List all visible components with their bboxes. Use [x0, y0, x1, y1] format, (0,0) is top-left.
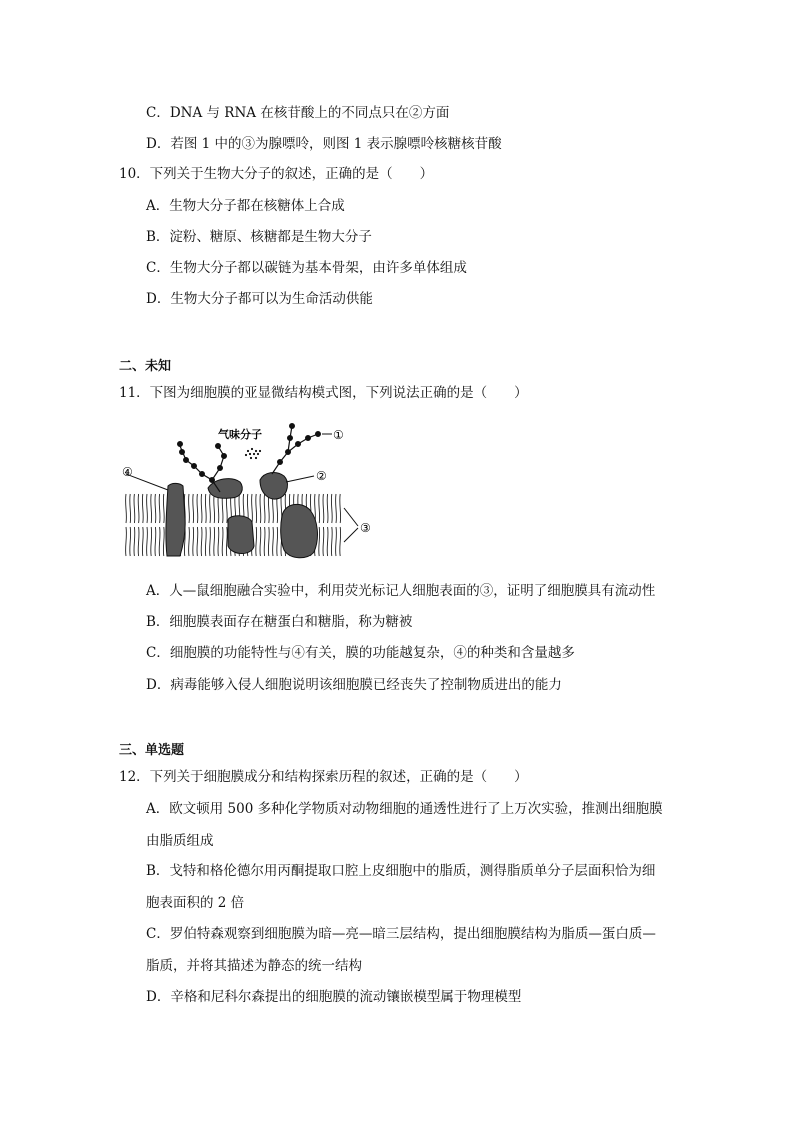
- q11-option-d: D．病毒能够入侵人细胞说明该细胞膜已经丧失了控制物质进出的能力: [146, 677, 562, 693]
- q10-option-c: C．生物大分子都以碳链为基本骨架，由许多单体组成: [146, 260, 467, 276]
- q12-option-c-line1: C．罗伯特森观察到细胞膜为暗—亮—暗三层结构，提出细胞膜结构为脂质—蛋白质—: [146, 926, 656, 942]
- q11-option-b: B．细胞膜表面存在糖蛋白和糖脂，称为糖被: [146, 614, 413, 630]
- sugar-chain-right: [272, 424, 320, 474]
- q10-option-d: D．生物大分子都可以为生命活动供能: [146, 291, 373, 307]
- label-2: ②: [316, 469, 327, 483]
- cell-membrane-diagram: [120, 418, 380, 566]
- q12-option-a-line1: A．欧文顿用 500 多种化学物质对动物细胞的通透性进行了上万次实验，推测出细胞膜: [146, 801, 663, 817]
- section-heading-unknown: 二、未知: [119, 359, 172, 374]
- label-3: ③: [360, 521, 371, 535]
- label-4: ④: [122, 465, 133, 479]
- q12-option-d: D．辛格和尼科尔森提出的细胞膜的流动镶嵌模型属于物理模型: [146, 989, 522, 1005]
- q12-option-b-line1: B．戈特和格伦德尔用丙酮提取口腔上皮细胞中的脂质，测得脂质单分子层面积恰为细: [146, 863, 656, 879]
- q11-option-c: C．细胞膜的功能特性与④有关，膜的功能越复杂，④的种类和含量越多: [146, 645, 575, 661]
- q10-stem: 10．下列关于生物大分子的叙述，正确的是（ ）: [119, 166, 434, 182]
- odor-molecule-label: 气味分子: [218, 428, 262, 441]
- protein-large: [281, 504, 318, 557]
- q10-option-b: B．淀粉、糖原、核糖都是生物大分子: [146, 229, 372, 245]
- q11-option-a: A．人—鼠细胞融合实验中，利用荧光标记人细胞表面的③，证明了细胞膜具有流动性: [146, 583, 656, 599]
- q12-option-a-line2: 由脂质组成: [146, 833, 214, 849]
- q12-option-b-line2: 胞表面积的 2 倍: [146, 895, 245, 911]
- label-1: ①: [333, 428, 344, 442]
- protein-4: [166, 483, 185, 556]
- q12-option-c-line2: 脂质，并将其描述为静态的统一结构: [146, 958, 362, 974]
- section-heading-single-choice: 三、单选题: [119, 743, 185, 758]
- q11-stem: 11．下图为细胞膜的亚显微结构模式图，下列说法正确的是（ ）: [119, 385, 528, 401]
- q10-option-a: A．生物大分子都在核糖体上合成: [146, 198, 345, 214]
- channel-protein: [228, 516, 254, 554]
- q9-option-d: D．若图 1 中的③为腺嘌呤，则图 1 表示腺嘌呤核糖核苷酸: [146, 136, 502, 152]
- odor-molecules: [245, 448, 261, 459]
- q12-stem: 12．下列关于细胞膜成分和结构探索历程的叙述，正确的是（ ）: [119, 769, 528, 785]
- q9-option-c: C．DNA 与 RNA 在核苷酸上的不同点只在②方面: [146, 105, 450, 121]
